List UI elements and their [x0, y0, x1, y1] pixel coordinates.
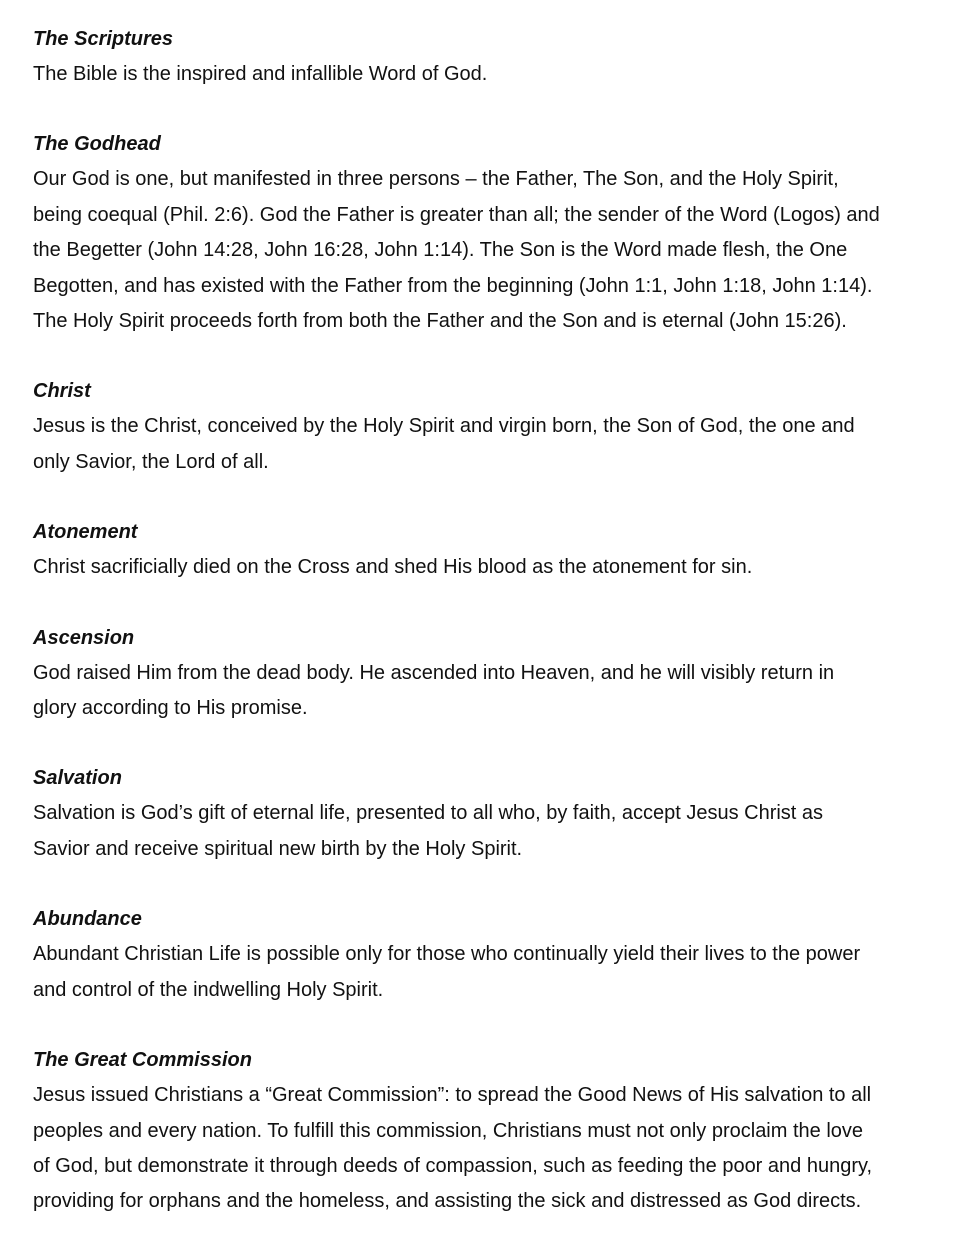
text-line: and control of the indwelling Holy Spirit.: [33, 978, 384, 1001]
section-heading: Christ: [33, 380, 91, 403]
section-heading: Salvation: [33, 767, 122, 790]
text-line: peoples and every nation. To fulfill this commission, Christians must not only proclaim the love: [33, 1119, 864, 1142]
text-line: Jesus issued Christians a “Great Commission”: to spread the Good News of His salvation to all: [33, 1084, 872, 1107]
text-line: Jesus is the Christ, conceived by the Holy Spirit and virgin born, the Son of God, the one and: [33, 415, 855, 438]
section-godhead: [33, 127, 956, 339]
text-line: the Begetter (John 14:28, John 16:28, John 1:14). The Son is the Word made flesh, the One: [33, 239, 848, 262]
text-line: only Savior, the Lord of all.: [33, 450, 269, 473]
text-line: glory according to His promise.: [33, 697, 308, 720]
section-heading: The Godhead: [33, 133, 161, 156]
text-line: being coequal (Phil. 2:6). God the Father is greater than all; the sender of the Word (Logos) and: [33, 203, 880, 226]
text-line: Christ sacrificially died on the Cross and shed His blood as the atonement for sin.: [33, 556, 753, 579]
section-body: [33, 796, 956, 867]
section-abundance: [33, 902, 956, 1008]
section-body: [33, 656, 956, 727]
section-heading: The Scriptures: [33, 28, 174, 50]
section-heading: Ascension: [33, 626, 135, 649]
section-atonement: [33, 515, 956, 585]
section-body: [33, 409, 956, 480]
text-line: Our God is one, but manifested in three persons – the Father, The Son, and the Holy Spirit,: [33, 168, 839, 191]
section-scriptures: [33, 22, 956, 92]
section-great-commission: [33, 1043, 956, 1220]
text-line: The Bible is the inspired and infallible Word of God.: [33, 63, 488, 85]
section-ascension: [33, 621, 956, 727]
section-heading: Atonement: [33, 521, 138, 544]
section-body: [33, 162, 956, 339]
document-page: [33, 22, 956, 1255]
text-line: Salvation is God’s gift of eternal life, presented to all who, by faith, accept Jesus Christ as: [33, 802, 824, 825]
section-salvation: [33, 761, 956, 867]
section-body: [33, 57, 956, 92]
section-body: [33, 550, 956, 585]
text-line: Begotten, and has existed with the Father from the beginning (John 1:1, John 1:18, John 1:14).: [33, 274, 873, 297]
section-heading: Abundance: [33, 908, 142, 931]
text-line: providing for orphans and the homeless, and assisting the sick and distressed as God directs.: [33, 1190, 862, 1213]
text-line: Abundant Christian Life is possible only for those who continually yield their lives to the power: [33, 943, 861, 966]
text-line: The Holy Spirit proceeds forth from both the Father and the Son and is eternal (John 15:26).: [33, 310, 847, 333]
section-body: [33, 1078, 956, 1220]
text-line: Savior and receive spiritual new birth by the Holy Spirit.: [33, 837, 523, 860]
section-christ: [33, 374, 956, 480]
section-body: [33, 937, 956, 1008]
section-heading: The Great Commission: [33, 1049, 252, 1072]
text-line: God raised Him from the dead body. He ascended into Heaven, and he will visibly return in: [33, 661, 835, 684]
text-line: of God, but demonstrate it through deeds of compassion, such as feeding the poor and hungry,: [33, 1154, 873, 1177]
